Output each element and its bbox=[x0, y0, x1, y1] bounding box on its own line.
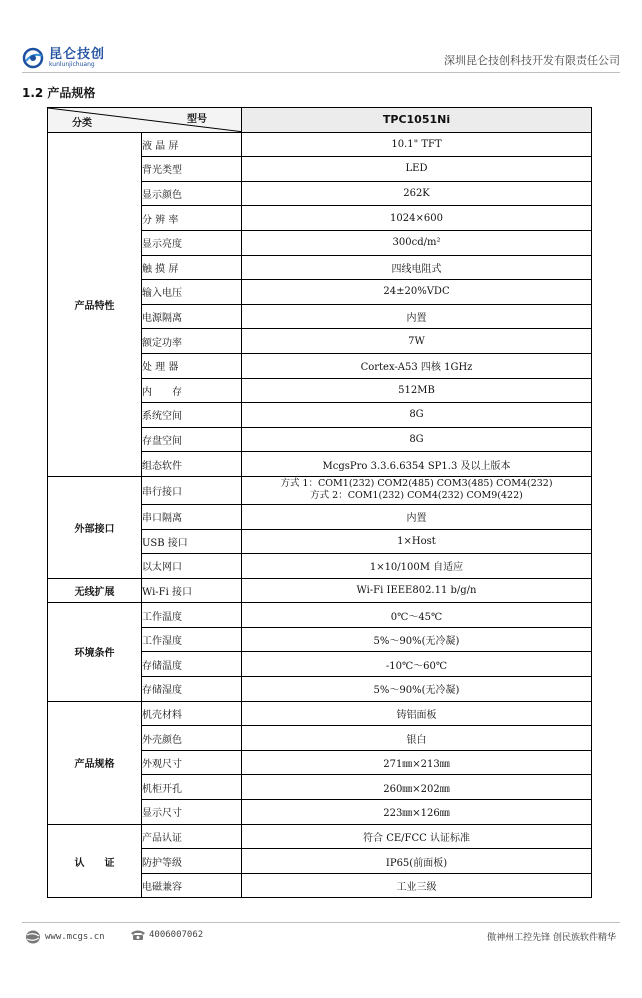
phone-number: 4006007062 bbox=[149, 930, 204, 940]
spec-item-cell: 显示亮度 bbox=[142, 230, 242, 255]
category-cell: 环境条件 bbox=[48, 603, 142, 701]
spec-value-cell: -10℃～60℃ bbox=[242, 652, 592, 677]
spec-item-cell: 分 辨 率 bbox=[142, 206, 242, 231]
spec-value-cell: Cortex-A53 四核 1GHz bbox=[242, 353, 592, 378]
category-cell: 外部接口 bbox=[48, 476, 142, 578]
spec-value-cell: 方式 1：COM1(232) COM2(485) COM3(485) COM4(232) 方式 2：COM1(232) COM4(232) COM9(422) bbox=[242, 476, 592, 504]
spec-value-cell: 8G bbox=[242, 427, 592, 452]
model-name-header: TPC1051Ni bbox=[242, 108, 592, 133]
spec-value-cell: 260㎜×202㎜ bbox=[242, 775, 592, 800]
spec-item-cell: 外观尺寸 bbox=[142, 750, 242, 775]
spec-value-cell: 10.1" TFT bbox=[242, 132, 592, 157]
header-category-label: 分类 bbox=[72, 117, 92, 129]
spec-item-cell: 串口隔离 bbox=[142, 504, 242, 529]
spec-item-cell: 以太网口 bbox=[142, 554, 242, 579]
page-footer bbox=[22, 922, 620, 947]
table-row bbox=[48, 824, 592, 849]
spec-value-cell: Wi-Fi IEEE802.11 b/g/n bbox=[242, 578, 592, 603]
spec-item-cell: 组态软件 bbox=[142, 452, 242, 477]
category-cell: 产品规格 bbox=[48, 701, 142, 824]
spec-value-cell: 8G bbox=[242, 403, 592, 428]
company-logo bbox=[22, 47, 105, 69]
spec-value-cell: McgsPro 3.3.6.6354 SP1.3 及以上版本 bbox=[242, 452, 592, 477]
spec-item-cell: 背光类型 bbox=[142, 157, 242, 182]
spec-item-cell: 机壳材料 bbox=[142, 701, 242, 726]
section-title: 1.2 产品规格 bbox=[22, 86, 96, 100]
phone-icon bbox=[130, 929, 146, 941]
spec-item-cell: 存储湿度 bbox=[142, 677, 242, 702]
spec-value-cell: 工业三级 bbox=[242, 873, 592, 898]
spec-item-cell: 显示颜色 bbox=[142, 181, 242, 206]
website-text: www.mcgs.cn bbox=[45, 932, 105, 942]
category-cell: 无线扩展 bbox=[48, 578, 142, 603]
table-row bbox=[48, 476, 592, 504]
spec-value-cell: IP65(前面板) bbox=[242, 849, 592, 874]
spec-item-cell: 串行接口 bbox=[142, 476, 242, 504]
globe-icon bbox=[24, 929, 42, 945]
spec-value-cell: 262K bbox=[242, 181, 592, 206]
spec-item-cell: 外壳颜色 bbox=[142, 726, 242, 751]
spec-value-cell: 5%～90%(无冷凝) bbox=[242, 677, 592, 702]
company-name: 深圳昆仑技创科技开发有限责任公司 bbox=[444, 54, 620, 67]
spec-item-cell: 工作温度 bbox=[142, 603, 242, 628]
spec-value-cell: LED bbox=[242, 157, 592, 182]
spec-item-cell: USB 接口 bbox=[142, 529, 242, 554]
logo-chinese-name: 昆仑技创 bbox=[49, 47, 106, 62]
page-header bbox=[22, 44, 620, 73]
spec-value-cell: 内置 bbox=[242, 504, 592, 529]
spec-item-cell: 处 理 器 bbox=[142, 353, 242, 378]
spec-item-cell: 内 存 bbox=[142, 378, 242, 403]
logo-english-name: kunlunjichuang bbox=[49, 61, 95, 68]
spec-value-cell: 512MB bbox=[242, 378, 592, 403]
spec-item-cell: 电磁兼容 bbox=[142, 873, 242, 898]
spec-value-cell: 1×10/100M 自适应 bbox=[242, 554, 592, 579]
spec-value-cell: 24±20%VDC bbox=[242, 280, 592, 305]
spec-table bbox=[47, 107, 592, 898]
spec-item-cell: 电源隔离 bbox=[142, 304, 242, 329]
diagonal-header-cell bbox=[48, 108, 242, 133]
spec-value-cell: 7W bbox=[242, 329, 592, 354]
table-row bbox=[48, 701, 592, 726]
spec-value-cell: 300cd/m² bbox=[242, 230, 592, 255]
spec-value-cell: 271㎜×213㎜ bbox=[242, 750, 592, 775]
spec-value-cell: 铸铝面板 bbox=[242, 701, 592, 726]
spec-item-cell: 产品认证 bbox=[142, 824, 242, 849]
footer-website bbox=[24, 929, 105, 945]
spec-value-cell: 1×Host bbox=[242, 529, 592, 554]
spec-value-cell: 银白 bbox=[242, 726, 592, 751]
spec-value-cell: 223㎜×126㎜ bbox=[242, 800, 592, 825]
footer-phone bbox=[130, 929, 203, 941]
header-model-label: 型号 bbox=[187, 114, 207, 125]
spec-value-cell: 5%～90%(无冷凝) bbox=[242, 627, 592, 652]
spec-item-cell: 机柜开孔 bbox=[142, 775, 242, 800]
table-row bbox=[48, 132, 592, 157]
spec-item-cell: 额定功率 bbox=[142, 329, 242, 354]
spec-item-cell: Wi-Fi 接口 bbox=[142, 578, 242, 603]
table-row bbox=[48, 578, 592, 603]
spec-value-cell: 符合 CE/FCC 认证标准 bbox=[242, 824, 592, 849]
spec-value-cell: 内置 bbox=[242, 304, 592, 329]
spec-item-cell: 工作湿度 bbox=[142, 627, 242, 652]
table-header-row bbox=[48, 108, 592, 133]
spec-value-cell: 1024×600 bbox=[242, 206, 592, 231]
footer-slogan: 傲神州工控先锋 创民族软件精华 bbox=[487, 933, 616, 943]
spec-value-cell: 四线电阻式 bbox=[242, 255, 592, 280]
kunlun-logo-icon bbox=[22, 47, 46, 69]
category-cell: 产品特性 bbox=[48, 132, 142, 476]
spec-item-cell: 液 晶 屏 bbox=[142, 132, 242, 157]
table-row bbox=[48, 603, 592, 628]
spec-item-cell: 存盘空间 bbox=[142, 427, 242, 452]
spec-item-cell: 防护等级 bbox=[142, 849, 242, 874]
spec-item-cell: 存储温度 bbox=[142, 652, 242, 677]
spec-item-cell: 触 摸 屏 bbox=[142, 255, 242, 280]
spec-item-cell: 显示尺寸 bbox=[142, 800, 242, 825]
spec-value-cell: 0℃～45℃ bbox=[242, 603, 592, 628]
spec-item-cell: 输入电压 bbox=[142, 280, 242, 305]
spec-item-cell: 系统空间 bbox=[142, 403, 242, 428]
category-cell: 认 证 bbox=[48, 824, 142, 898]
